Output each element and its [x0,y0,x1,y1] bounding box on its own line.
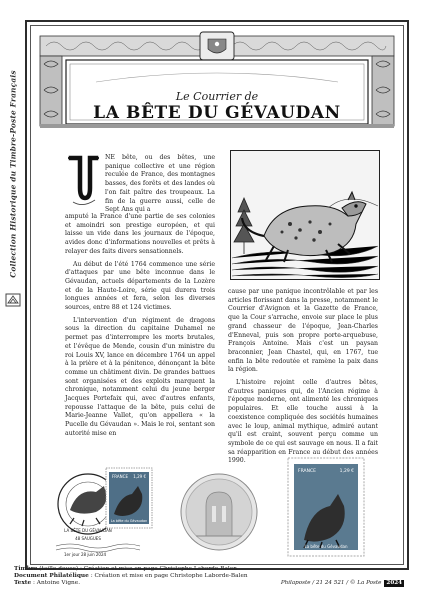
title-cartouche [36,30,398,130]
stamp-right-country: FRANCE [298,469,316,474]
postmark-date-line: 1er jour 28 juin 2024 [64,552,107,557]
dropcap-letter-icon [65,152,101,208]
title-prefix: Le Courrier de [175,90,259,103]
page-title: LA BÊTE DU GÉVAUDAN [93,103,341,123]
stamp-right-price: 1,29 € [339,469,354,474]
left-column [65,213,215,443]
right-column [228,288,378,470]
intro-paragraph-rest: amputé la France d'une partie de ses colonies et amoindri son prestige européen, et qui laisse un vide dans les journaux de l'époque, avides donc d'informations nouvelles et prêts à relayer des faits divers sensationnels. [65,213,215,255]
collection-caption [6,58,20,290]
year-badge: 2024 [386,580,402,586]
intro-text-top [105,154,215,219]
stamp-left [106,468,152,528]
credits-footer [14,566,414,588]
paragraph-2: Au début de l'été 1764 commence une série d'attaques par une bête inconnue dans le Gévaudan, actuels départements de la Lozère et de la Haute-Loire, série qui durera trois longues années et fera, selon les diverses sources, entre 88 et 124 victimes. [65,260,215,312]
paragraph-4: cause par une panique incontrôlable et par les articles florissant dans la presse, notamment le Courrier d'Avignon et la Gazette de France, que la Cour s'arrache, envoie sur place le plus grand chasseur de l'époque, Jean-Charles d'Enneval, puis son propre porte-arquebuse, François Antoine. Mais c'est un paysan braconnier, Jean Chastel, qui, en 1767, tue enfin la bête redoutée et ramène la paix dans la région. [228,288,378,374]
credit-texte: Texte : Antoine Vigne. [14,580,81,587]
beast-woodcut-illustration [230,150,380,280]
postmark-text: LA BÊTE DU GÉVAUDAN [64,528,112,533]
postmark-place: 48 SAUGUES [75,536,101,541]
credit-timbre: Timbre (taille-douce) : Création et mise en page Christophe Laborde-Balen [14,566,237,572]
stamp-right-caption: La bête du Gévaudan [304,544,348,549]
stamp-left-price: 1,29 € [133,474,146,479]
reference-line: Philaposte / 21 24 521 / © La Poste 2024 [280,580,402,586]
intro-paragraph-top: NE bête, ou des bêtes, une panique collective et une région reculée de France, des montagnes basses, des forêts et des landes où l'on fait paître des troupeaux. La fin de la guerre aussi, celle de Sept Ans qui a [105,154,215,214]
stamp-left-country: FRANCE [112,474,128,479]
crest-icon [200,32,234,60]
collection-caption-text: Collection Historique du Timbre-Poste Français [8,70,18,278]
philatelic-items [36,444,398,560]
commemorative-medal [181,474,257,550]
paragraph-5: L'histoire rejoint celle d'autres bêtes, d'autres paniques qui, de l'Ancien régime à l'époque moderne, ont alimenté les chroniques populaires. Et elle touche aussi à la coexistence compliquée des sociétés humaines avec le loup, animal mythique, admiré autant qu'il est craint, souvent perçu comme un symbole de ce qui est sauvage en nous. Il a fait sa réapparition en France au début des années 1990. [228,379,378,465]
stamp-left-caption: La bête du Gévaudan [110,519,148,523]
stamp-right [288,458,364,556]
la-poste-logo-icon [5,292,21,308]
credit-document: Document Philatélique : Création et mise en page Christophe Laborde-Balen [14,573,248,580]
paragraph-3: L'intervention d'un régiment de dragons sous la direction du capitaine Duhamel ne permet pas d'interrompre les morts brutales, et l'évêque de Mende, cousin d'un ministre du roi Louis XV, lance en décembre 1764 un appel à la prière et à la pénitence, dénonçant la bête comme un châtiment divin. De grandes battues sont organisées et des exploits marquent la chronique, notamment celui du jeune berger Jacques Portefaix qui, avec d'autres enfants, repousse l'attaque de la bête, puis celui de Marie-Jeanne Vallet, qu'on appellera « la Pucelle du Gévaudan ». Mais le roi, sentant son autorité mise en [65,316,215,437]
